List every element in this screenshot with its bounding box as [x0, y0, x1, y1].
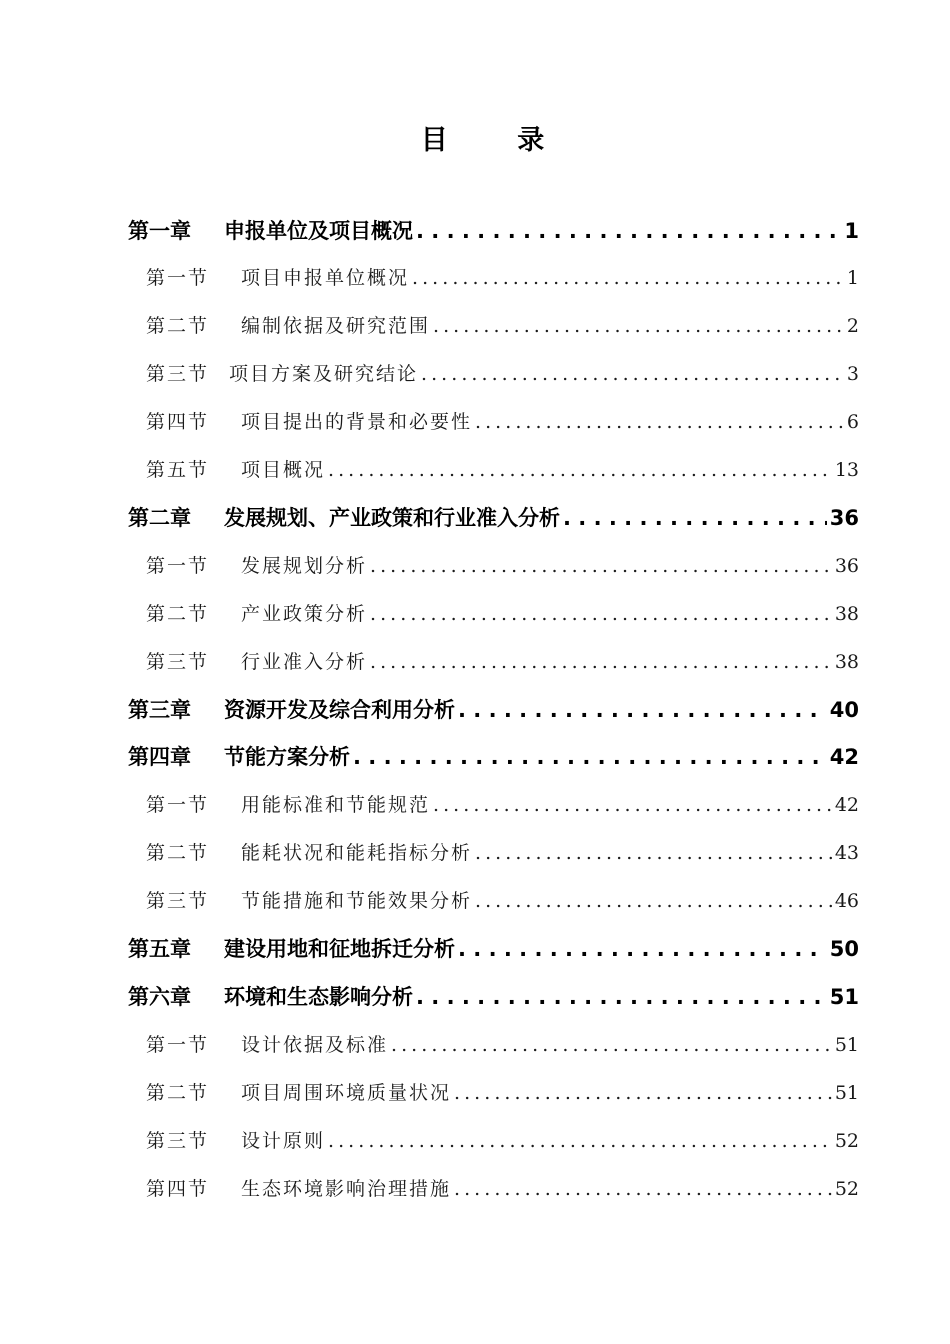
dot-leader — [370, 551, 832, 581]
toc-section-1-2[interactable] — [146, 311, 859, 341]
toc-entry-number: 第三节 — [146, 363, 210, 385]
toc-section-6-4[interactable] — [146, 1174, 859, 1204]
toc-entry-label: 能耗状况和能耗指标分析 — [241, 842, 473, 864]
dot-leader — [370, 647, 832, 677]
toc-entry-label: 项目提出的背景和必要性 — [241, 411, 473, 433]
toc-entry-number: 第一节 — [146, 555, 210, 577]
dot-leader — [454, 1078, 832, 1108]
toc-section-1-3[interactable] — [146, 359, 859, 389]
toc-entry-number: 第三节 — [146, 890, 210, 912]
toc-entry-page: 1 — [846, 267, 859, 289]
dot-leader — [416, 982, 827, 1012]
toc-entry-label: 节能措施和节能效果分析 — [241, 890, 473, 912]
dot-leader — [433, 790, 832, 820]
toc-entry-page: 3 — [846, 363, 859, 385]
toc-section-4-3[interactable] — [146, 886, 859, 916]
toc-entry-page: 38 — [834, 651, 859, 673]
toc-section-1-5[interactable] — [146, 455, 859, 485]
toc-entry-label: 设计依据及标准 — [241, 1034, 389, 1056]
toc-entry-number: 第一节 — [146, 267, 210, 289]
toc-entry-label: 项目概况 — [241, 459, 326, 481]
toc-entry-page: 6 — [846, 411, 859, 433]
toc-entry-label: 用能标准和节能规范 — [241, 794, 431, 816]
toc-section-1-4[interactable] — [146, 407, 859, 437]
toc-entry-number: 第五节 — [146, 459, 210, 481]
toc-section-4-2[interactable] — [146, 838, 859, 868]
toc-entry-page: 1 — [844, 219, 859, 243]
toc-entry-label: 项目申报单位概况 — [241, 267, 410, 289]
toc-entry-label: 编制依据及研究范围 — [241, 315, 431, 337]
toc-entry-page: 2 — [846, 315, 859, 337]
dot-leader — [458, 934, 827, 964]
dot-leader — [328, 455, 832, 485]
toc-entry-number: 第三章 — [128, 698, 191, 722]
toc-entry-label: 建设用地和征地拆迁分析 — [224, 937, 455, 961]
dot-leader — [421, 359, 844, 389]
toc-entry-label: 项目方案及研究结论 — [229, 363, 419, 385]
toc-entry-page: 52 — [834, 1130, 859, 1152]
toc-entry-page: 50 — [829, 937, 859, 961]
toc-entry-label: 设计原则 — [241, 1130, 326, 1152]
toc-section-4-1[interactable] — [146, 790, 859, 820]
toc-entry-page: 51 — [829, 985, 859, 1009]
toc-entry-label: 资源开发及综合利用分析 — [224, 698, 455, 722]
toc-entry-number: 第三节 — [146, 1130, 210, 1152]
toc-entry-number: 第五章 — [128, 937, 191, 961]
dot-leader — [458, 695, 827, 725]
toc-section-6-2[interactable] — [146, 1078, 859, 1108]
dot-leader — [370, 599, 832, 629]
toc-entry-page: 13 — [834, 459, 859, 481]
toc-entry-page: 42 — [829, 745, 859, 769]
toc-entry-page: 51 — [834, 1082, 859, 1104]
toc-entry-number: 第二节 — [146, 603, 210, 625]
dot-leader — [454, 1174, 832, 1204]
toc-section-6-1[interactable] — [146, 1030, 859, 1060]
toc-entry-label: 申报单位及项目概况 — [224, 219, 413, 243]
toc-entry-label: 发展规划、产业政策和行业准入分析 — [224, 506, 560, 530]
toc-entry-page: 52 — [834, 1178, 859, 1200]
toc-entry-page: 36 — [829, 506, 859, 530]
toc-entry-page: 43 — [834, 842, 859, 864]
toc-entry-label: 发展规划分析 — [241, 555, 368, 577]
toc-entry-page: 38 — [834, 603, 859, 625]
dot-leader — [475, 838, 832, 868]
toc-entry-page: 36 — [834, 555, 859, 577]
dot-leader — [412, 263, 844, 293]
toc-section-2-1[interactable] — [146, 551, 859, 581]
toc-section-2-2[interactable] — [146, 599, 859, 629]
dot-leader — [328, 1126, 832, 1156]
toc-entry-number: 第三节 — [146, 651, 210, 673]
toc-entry-number: 第六章 — [128, 985, 191, 1009]
toc-entry-number: 第二节 — [146, 842, 210, 864]
toc-entry-page: 42 — [834, 794, 859, 816]
toc-entry-label: 产业政策分析 — [241, 603, 368, 625]
toc-chapter-4[interactable] — [128, 742, 859, 772]
dot-leader — [475, 407, 844, 437]
toc-chapter-6[interactable] — [128, 982, 859, 1012]
dot-leader — [475, 886, 832, 916]
toc-chapter-5[interactable] — [128, 934, 859, 964]
toc-entry-number: 第一节 — [146, 794, 210, 816]
toc-entry-number: 第四节 — [146, 1178, 210, 1200]
toc-entry-label: 项目周围环境质量状况 — [241, 1082, 452, 1104]
dot-leader — [433, 311, 844, 341]
toc-entry-number: 第一节 — [146, 1034, 210, 1056]
dot-leader — [416, 216, 841, 246]
toc-entry-page: 40 — [829, 698, 859, 722]
dot-leader — [391, 1030, 832, 1060]
dot-leader — [353, 742, 827, 772]
toc-entry-label: 行业准入分析 — [241, 651, 368, 673]
toc-section-6-3[interactable] — [146, 1126, 859, 1156]
toc-entry-number: 第四节 — [146, 411, 210, 433]
toc-entry-label: 环境和生态影响分析 — [224, 985, 413, 1009]
toc-chapter-2[interactable] — [128, 503, 859, 533]
toc-entry-label: 节能方案分析 — [224, 745, 350, 769]
toc-entry-label: 生态环境影响治理措施 — [241, 1178, 452, 1200]
toc-entry-number: 第二节 — [146, 1082, 210, 1104]
toc-entry-number: 第二章 — [128, 506, 191, 530]
toc-section-2-3[interactable] — [146, 647, 859, 677]
toc-entry-number: 第二节 — [146, 315, 210, 337]
toc-chapter-3[interactable] — [128, 695, 859, 725]
page-title: 目 录 — [420, 125, 575, 156]
toc-entry-number: 第一章 — [128, 219, 191, 243]
dot-leader — [563, 503, 827, 533]
toc-entry-page: 46 — [834, 890, 859, 912]
toc-entry-page: 51 — [834, 1034, 859, 1056]
toc-chapter-1[interactable] — [128, 216, 859, 246]
toc-entry-number: 第四章 — [128, 745, 191, 769]
toc-section-1-1[interactable] — [146, 263, 859, 293]
